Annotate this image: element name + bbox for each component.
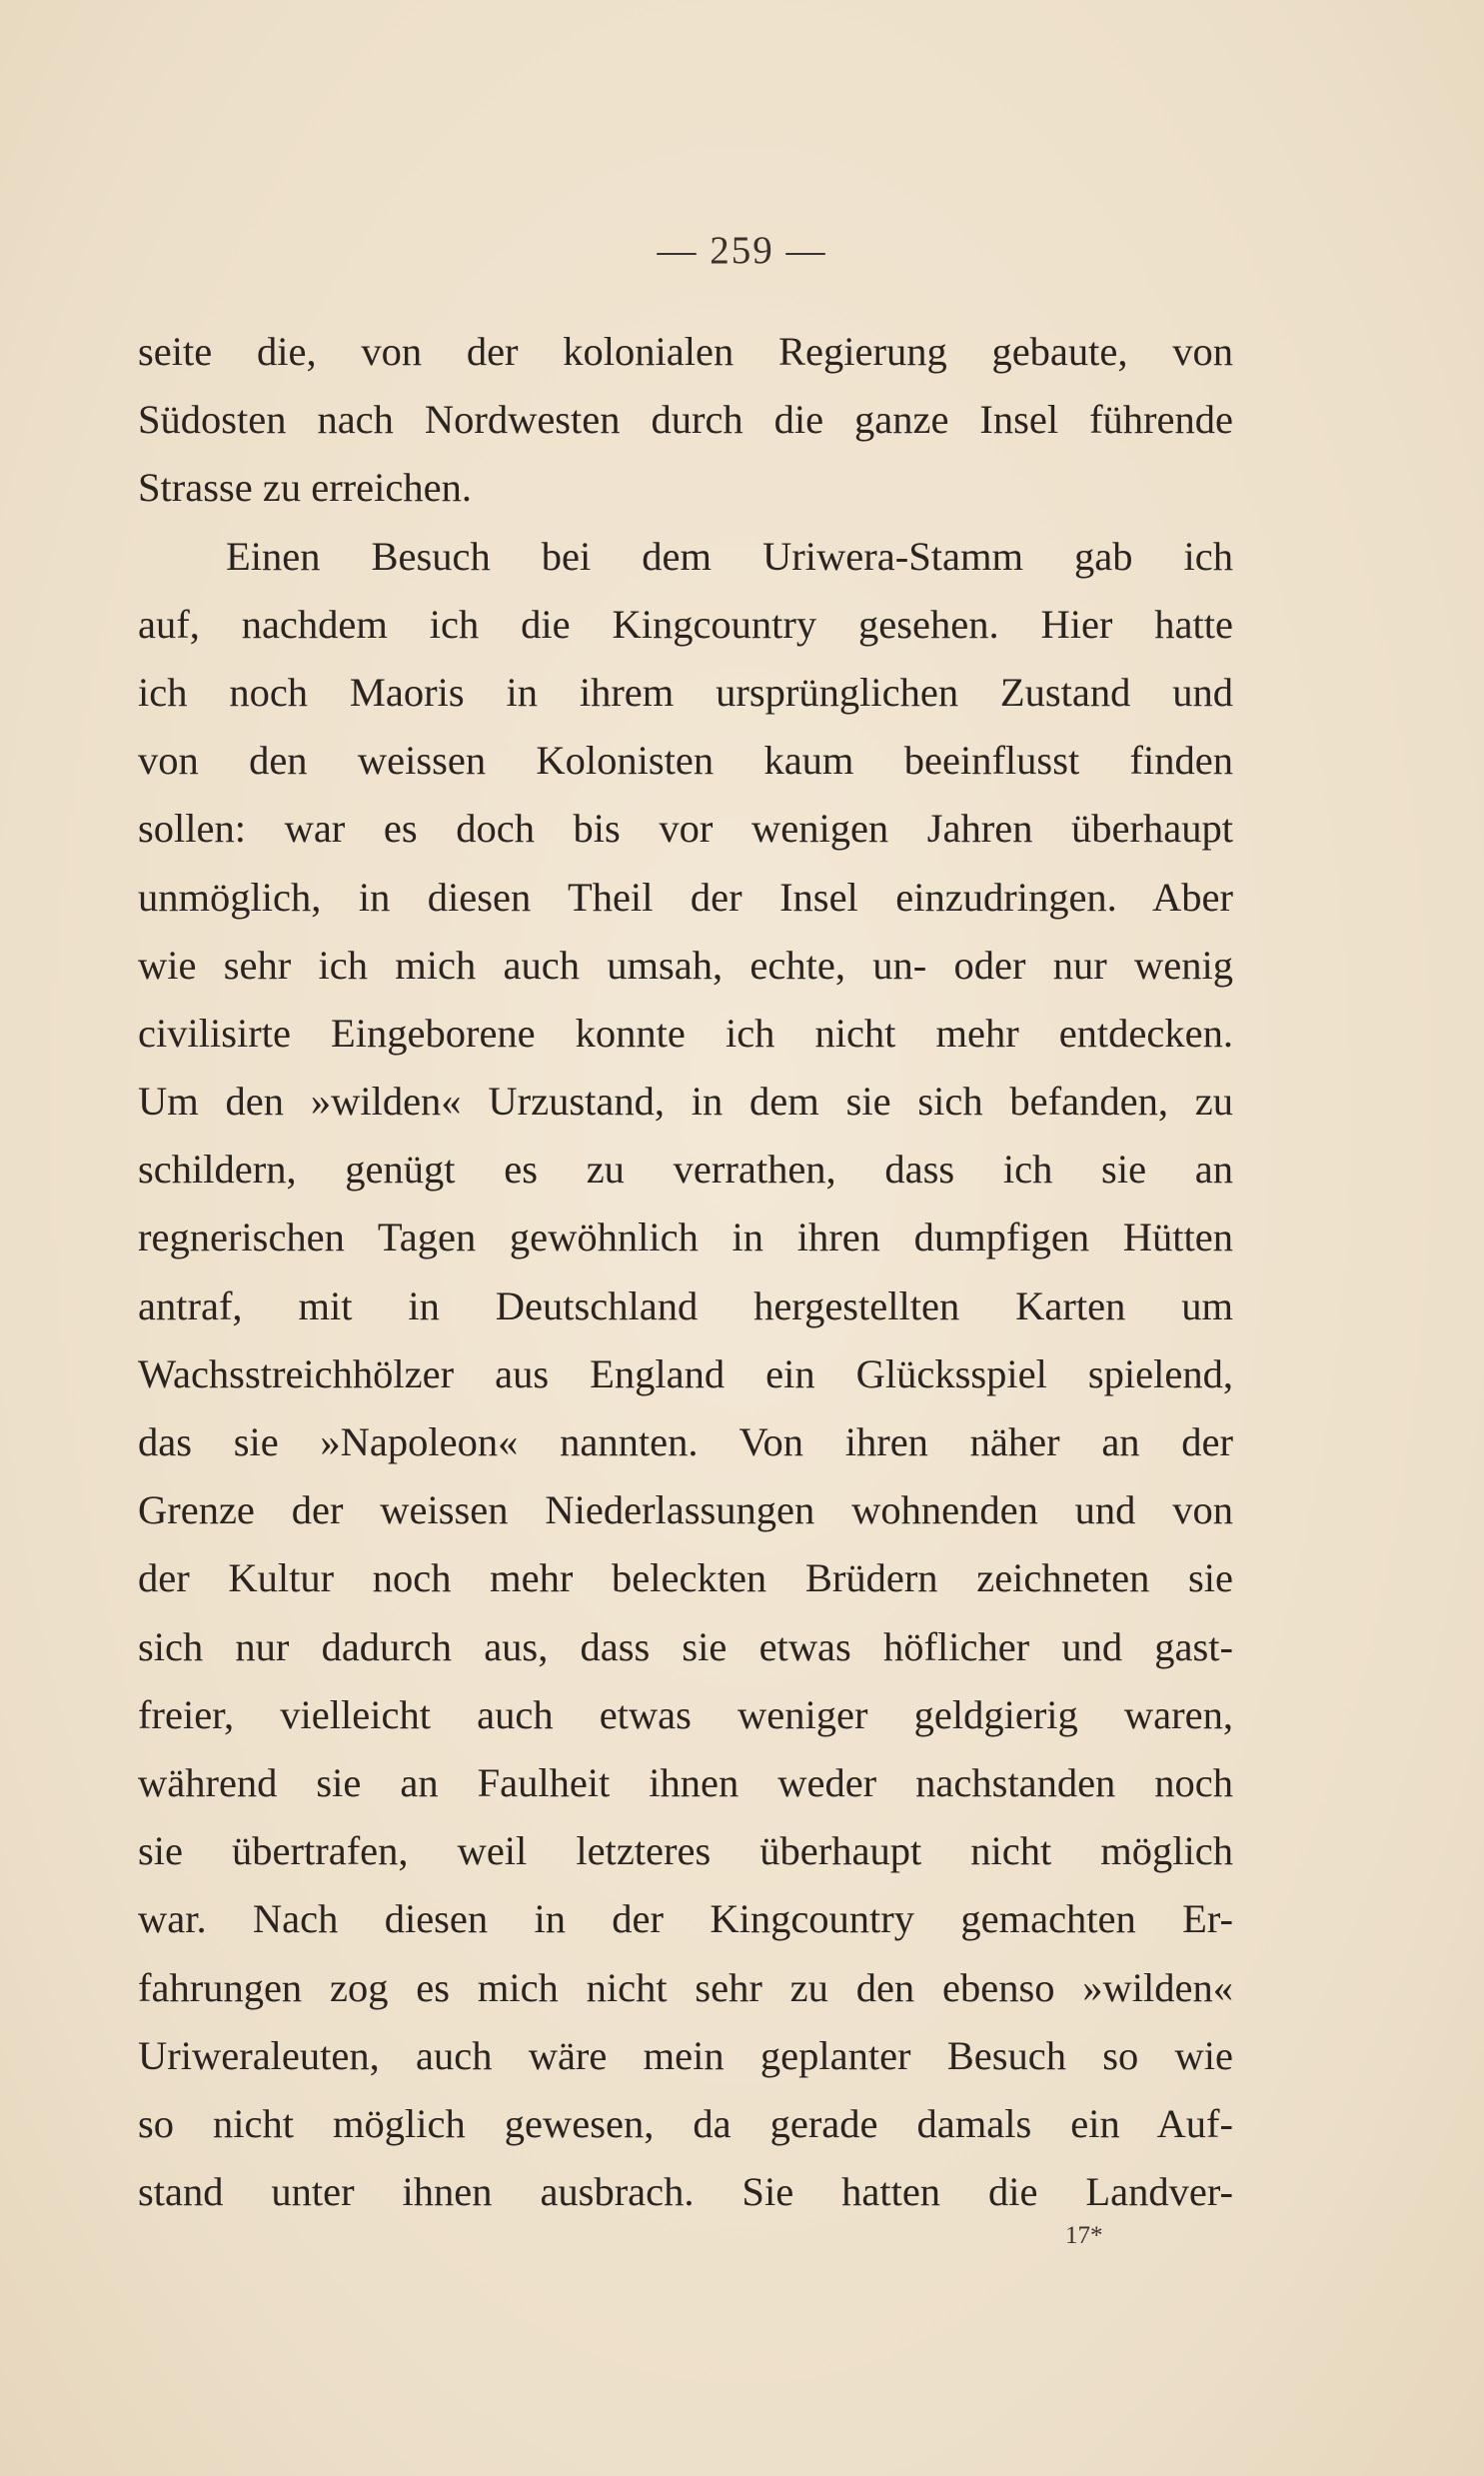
text-line: der Kultur noch mehr beleckten Brüdern zeichneten sie — [138, 1555, 1233, 1601]
text-line: Wachsstreichhölzer aus England ein Glücksspiel spielend, — [138, 1350, 1233, 1396]
text-line: wie sehr ich mich auch umsah, echte, un- oder nur wenig — [138, 942, 1233, 988]
text-line: stand unter ihnen ausbrach. Sie hatten die Landver- — [138, 2169, 1233, 2215]
text-line: sie übertrafen, weil letzteres überhaupt nicht möglich — [138, 1828, 1233, 1874]
text-line: so nicht möglich gewesen, da gerade damals ein Auf- — [138, 2100, 1233, 2146]
text-line: während sie an Faulheit ihnen weder nachstanden noch — [138, 1759, 1233, 1805]
text-line: Strasse zu erreichen. — [138, 465, 472, 511]
text-line: Südosten nach Nordwesten durch die ganze Insel führende — [138, 397, 1233, 443]
text-line: sollen: war es doch bis vor wenigen Jahren überhaupt — [138, 806, 1233, 852]
text-line: schildern, genügt es zu verrathen, dass ich sie an — [138, 1147, 1233, 1193]
text-line: auf, nachdem ich die Kingcountry gesehen. Hier hatte — [138, 601, 1233, 647]
text-line: Grenze der weissen Niederlassungen wohnenden und von — [138, 1487, 1233, 1533]
text-line: von den weissen Kolonisten kaum beeinflusst finden — [138, 738, 1233, 784]
text-line: freier, vielleicht auch etwas weniger geldgierig waren, — [138, 1691, 1233, 1737]
text-line: Um den »wilden« Urzustand, in dem sie sich befanden, zu — [138, 1079, 1233, 1125]
page-number-header: — 259 — — [657, 229, 827, 272]
text-line: Einen Besuch bei dem Uriwera-Stamm gab ich — [226, 533, 1233, 579]
text-line: war. Nach diesen in der Kingcountry gemachten Er- — [138, 1896, 1233, 1942]
text-line: seite die, von der kolonialen Regierung gebaute, von — [138, 329, 1233, 374]
text-line: unmöglich, in diesen Theil der Insel einzudringen. Aber — [138, 874, 1233, 920]
body-text — [138, 318, 1233, 2226]
text-line: ich noch Maoris in ihrem ursprünglichen Zustand und — [138, 669, 1233, 715]
text-line: das sie »Napoleon« nannten. Von ihren näher an der — [138, 1419, 1233, 1464]
text-line: antraf, mit in Deutschland hergestellten Karten um — [138, 1282, 1233, 1328]
text-line: sich nur dadurch aus, dass sie etwas höflicher und gast- — [138, 1623, 1233, 1669]
text-line: regnerischen Tagen gewöhnlich in ihren dumpfigen Hütten — [138, 1215, 1233, 1260]
text-line: Uriweraleuten, auch wäre mein geplanter Besuch so wie — [138, 2032, 1233, 2078]
text-line: fahrungen zog es mich nicht sehr zu den ebenso »wilden« — [138, 1964, 1233, 2010]
signature-mark: 17* — [1065, 2222, 1103, 2249]
text-line: civilisirte Eingeborene konnte ich nicht mehr entdecken. — [138, 1010, 1233, 1056]
